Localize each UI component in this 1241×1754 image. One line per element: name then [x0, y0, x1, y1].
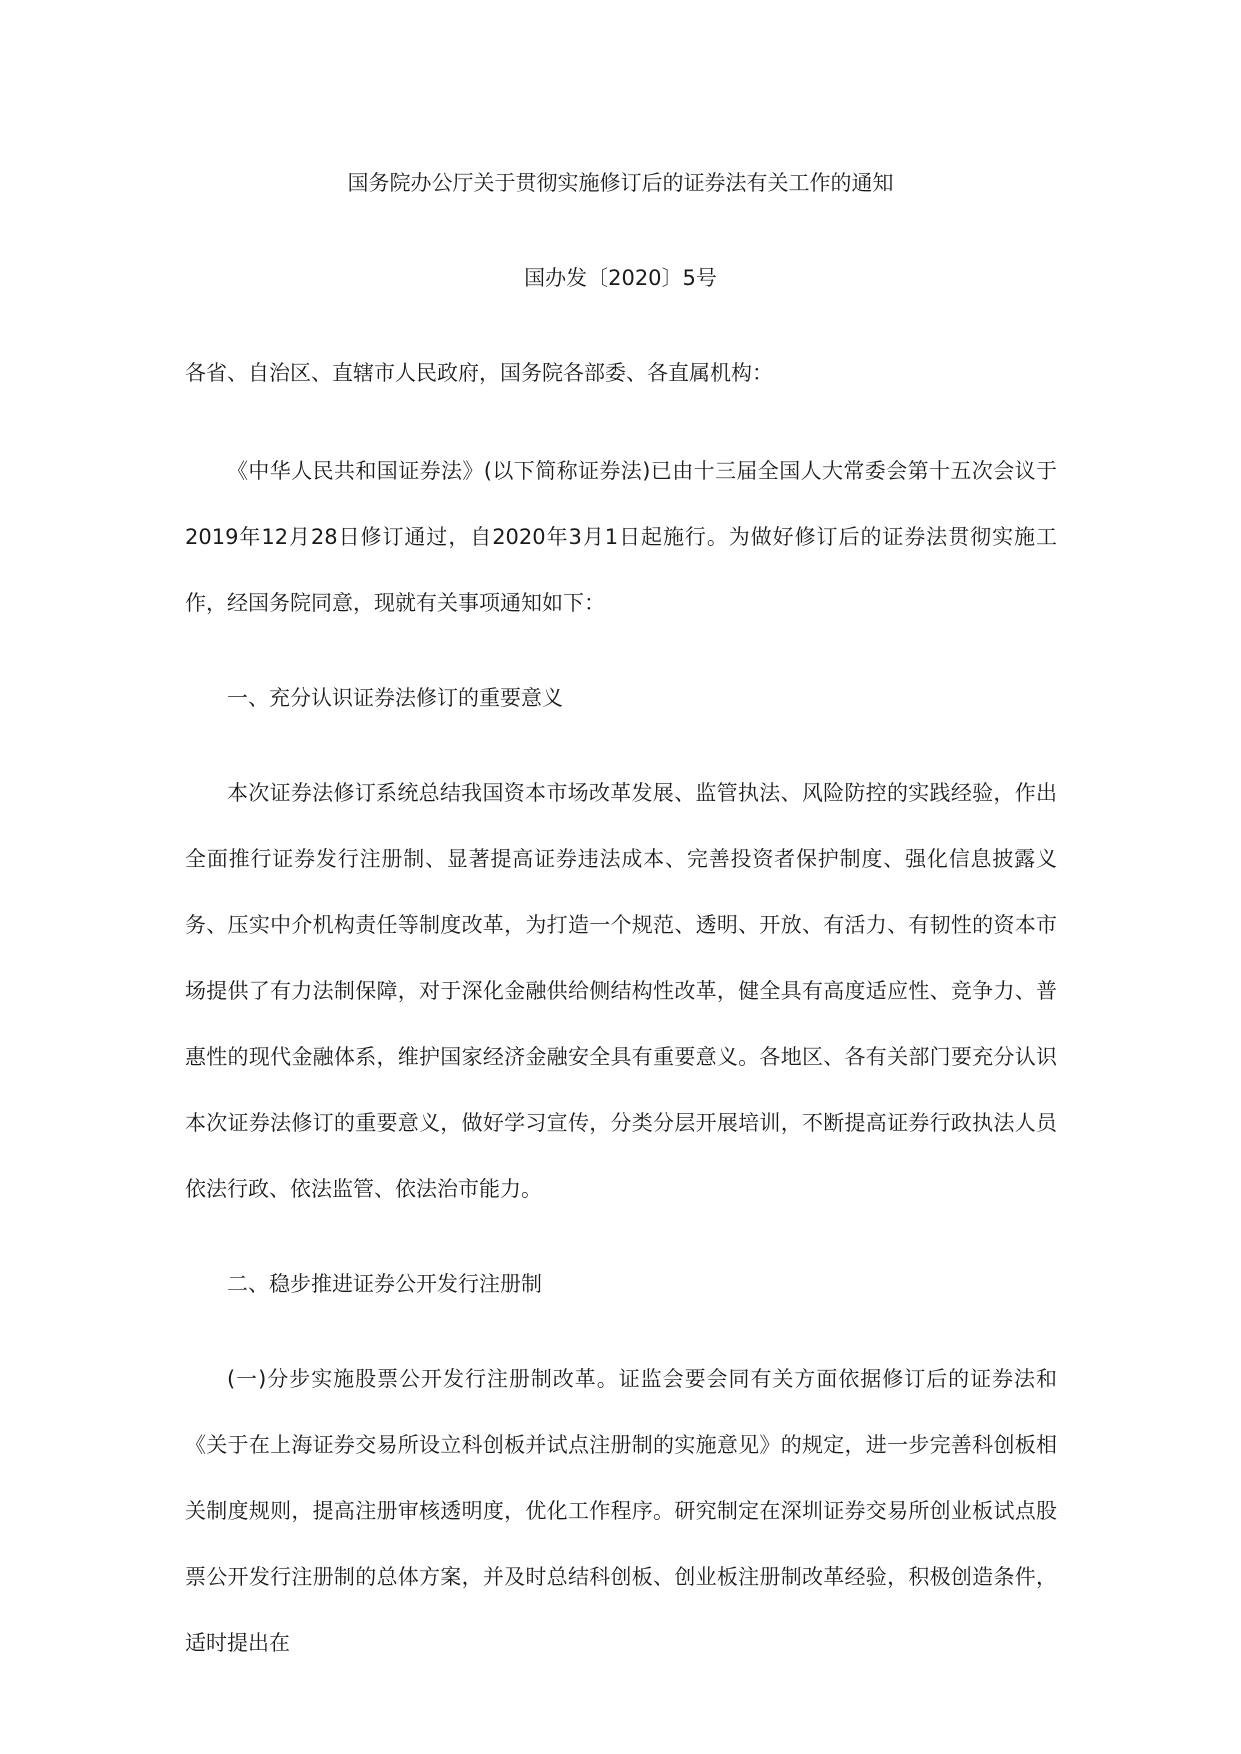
section-1-paragraph: 本次证券法修订系统总结我国资本市场改革发展、监管执法、风险防控的实践经验，作出全面推行证券发行注册制、显著提高证券违法成本、完善投资者保护制度、强化信息披露义务、压实中介机构责任等制度改革，为打造一个规范、透明、开放、有活力、有韧性的资本市场提供了有力法制保障，对于深化金融供给侧结构性改革，健全具有高度适应性、竞争力、普惠性的现代金融体系，维护国家经济金融安全具有重要意义。各地区、各有关部门要充分认识本次证券法修订的重要意义，做好学习宣传，分类分层开展培训，不断提高证券行政执法人员依法行政、依法监管、依法治市能力。 — [185, 781, 1057, 1201]
document-title: 国务院办公厅关于贯彻实施修订后的证券法有关工作的通知 — [347, 171, 894, 195]
addressee-line: 各省、自治区、直辖市人民政府，国务院各部委、各直属机构： — [185, 361, 773, 385]
intro-paragraph: 《中华人民共和国证券法》(以下简称证券法)已由十三届全国人大常委会第十五次会议于2019年12月28日修订通过，自2020年3月1日起施行。为做好修订后的证券法贯彻实施工作，经国务院同意，现就有关事项通知如下： — [185, 459, 1057, 615]
document-number: 国办发〔2020〕5号 — [524, 266, 717, 290]
section-2-paragraph: (一)分步实施股票公开发行注册制改革。证监会要会同有关方面依据修订后的证券法和《关于在上海证券交易所设立科创板并试点注册制的实施意见》的规定，进一步完善科创板相关制度规则，提高注册审核透明度，优化工作程序。研究制定在深圳证券交易所创业板试点股票公开发行注册制的总体方案，并及时总结科创板、创业板注册制改革经验，积极创造条件，适时提出在 — [185, 1367, 1057, 1655]
section-heading-1: 一、充分认识证券法修订的重要意义 — [227, 686, 563, 710]
section-heading-2: 二、稳步推进证券公开发行注册制 — [227, 1272, 542, 1296]
